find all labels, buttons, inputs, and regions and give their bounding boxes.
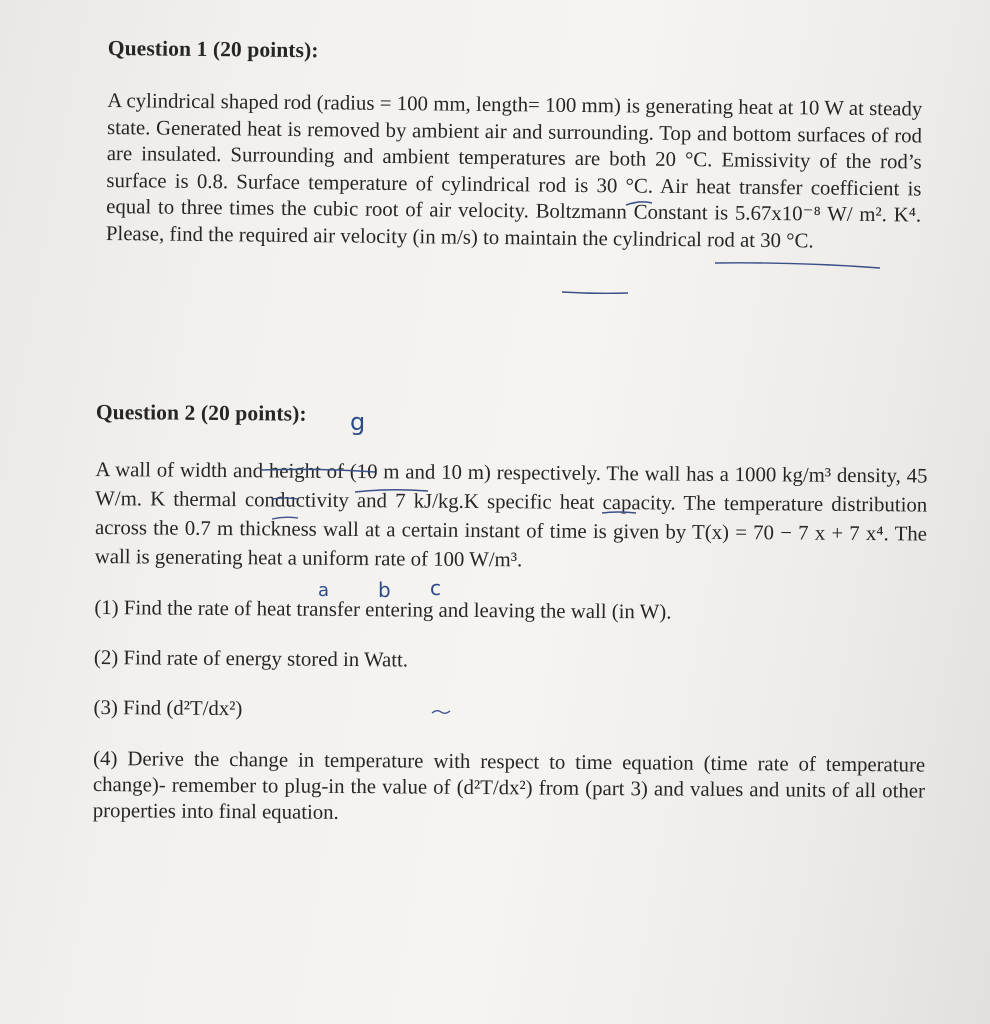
question-2-part-4: (4) Derive the change in temperature with respect to time equation (time rate of temperature change)- remember to plug-in the value of (d²T/dx²) from (part 3) and values and units of all other properties into final equation. — [92, 746, 926, 824]
handwritten-mark-b: b — [378, 578, 391, 602]
question-2-part-1: (1) Find the rate of heat transfer entering and leaving the wall (in W). — [94, 595, 672, 624]
question-1-heading: Question 1 (20 points): — [107, 36, 319, 63]
question-2-text: A wall of width and height of (10 m and 10 m) respectively. The wall has a 1000 kg/m³ density, 45 W/m. K thermal conductivity and 7 kJ/kg.K specific heat capacity. The temperature distribution across the 0.7 m thickness wall at a certain instant of time is given by T(x) = 70 − 7 x + 7 x⁴. The wall is generating heat a uniform rate of 100 W/m³. — [94, 457, 928, 572]
question-2-part-3: (3) Find (d²T/dx²) — [93, 695, 243, 721]
question-1 — [106, 36, 923, 256]
question-1-text: A cylindrical shaped rod (radius = 100 mm, length= 100 mm) is generating heat at 10 W at steady state. Generated heat is removed by ambient air and surrounding. Top and bottom surfaces of rod are insulated. Surrounding and ambient temperatures are both 20 °C. Emissivity of the rod’s surface is 0.8. Surface temperature of cylindrical rod is 30 °C. Air heat transfer coefficient is equal to three times the cubic root of air velocity. Boltzmann Constant is 5.67x10⁻⁸ W/ m². K⁴. Please, find the required air velocity (in m/s) to maintain the cylindrical rod at 30 °C. — [105, 88, 923, 252]
question-2-heading: Question 2 (20 points): — [95, 400, 307, 426]
handwritten-mark-c: c — [430, 576, 441, 600]
handwritten-heading-mark: g — [350, 408, 366, 436]
handwritten-mark-a: a — [318, 580, 330, 601]
question-2 — [93, 400, 928, 831]
question-2-part-2: (2) Find rate of energy stored in Watt. — [93, 645, 409, 672]
